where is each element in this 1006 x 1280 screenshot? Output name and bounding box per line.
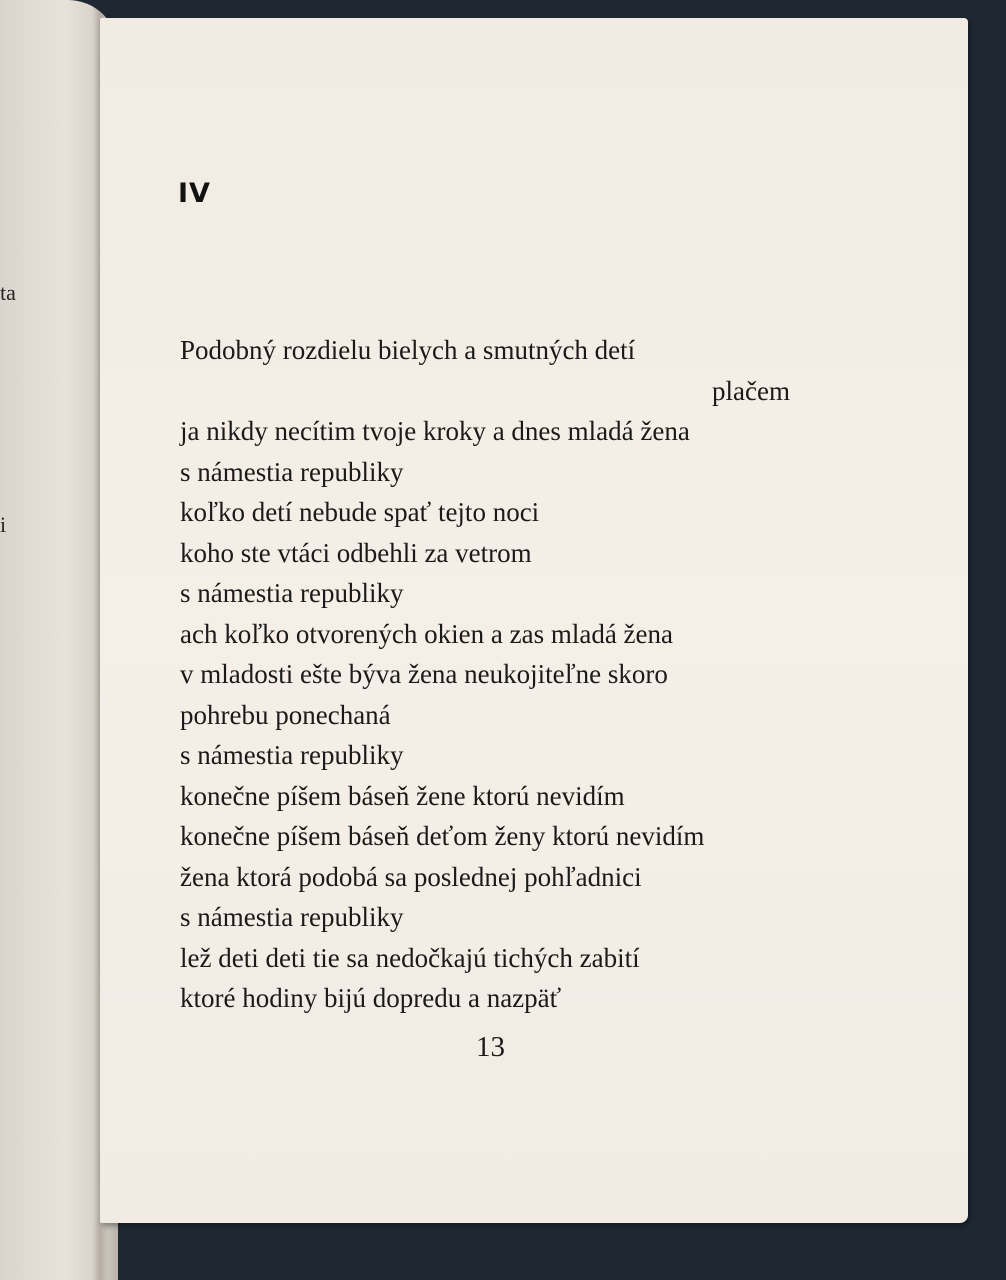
- poem-line: pohrebu ponechaná: [180, 699, 391, 730]
- book-page: [100, 18, 968, 1223]
- poem-line: Podobný rozdielu bielych a smutných detí: [180, 335, 636, 365]
- poem-line: konečne píšem báseň deťom ženy ktorú nevidím: [180, 821, 705, 851]
- poem-line: s námestia republiky: [180, 578, 404, 608]
- poem-line: lež deti deti tie sa nedočkajú tichých zabití: [180, 942, 640, 973]
- poem-line: s námestia republiky: [180, 740, 404, 770]
- section-heading: IV: [178, 178, 211, 209]
- page-number: 13: [476, 1031, 505, 1063]
- facing-page-text-fragment: i: [0, 512, 7, 537]
- poem-line: konečne píšem báseň žene ktorú nevidím: [180, 780, 625, 811]
- poem-line: ja nikdy necítim tvoje kroky a dnes mladá žena: [180, 416, 690, 446]
- poem-line: ktoré hodiny bijú dopredu a nazpäť: [180, 983, 562, 1013]
- poem-line: v mladosti ešte býva žena neukojiteľne skoro: [180, 659, 668, 689]
- poem-line: s námestia republiky: [180, 456, 404, 487]
- poem-line-continuation: plačem: [712, 375, 790, 406]
- poem-line: koho ste vtáci odbehli za vetrom: [180, 537, 532, 568]
- poem-line: ach koľko otvorených okien a zas mladá žena: [180, 618, 674, 649]
- poem-line: žena ktorá podobá sa poslednej pohľadnici: [180, 861, 642, 892]
- poem-line: koľko detí nebude spať tejto noci: [180, 497, 540, 527]
- facing-page-text-fragment: ta: [0, 280, 16, 305]
- poem: [180, 330, 800, 1019]
- poem-line: s námestia republiky: [180, 902, 404, 932]
